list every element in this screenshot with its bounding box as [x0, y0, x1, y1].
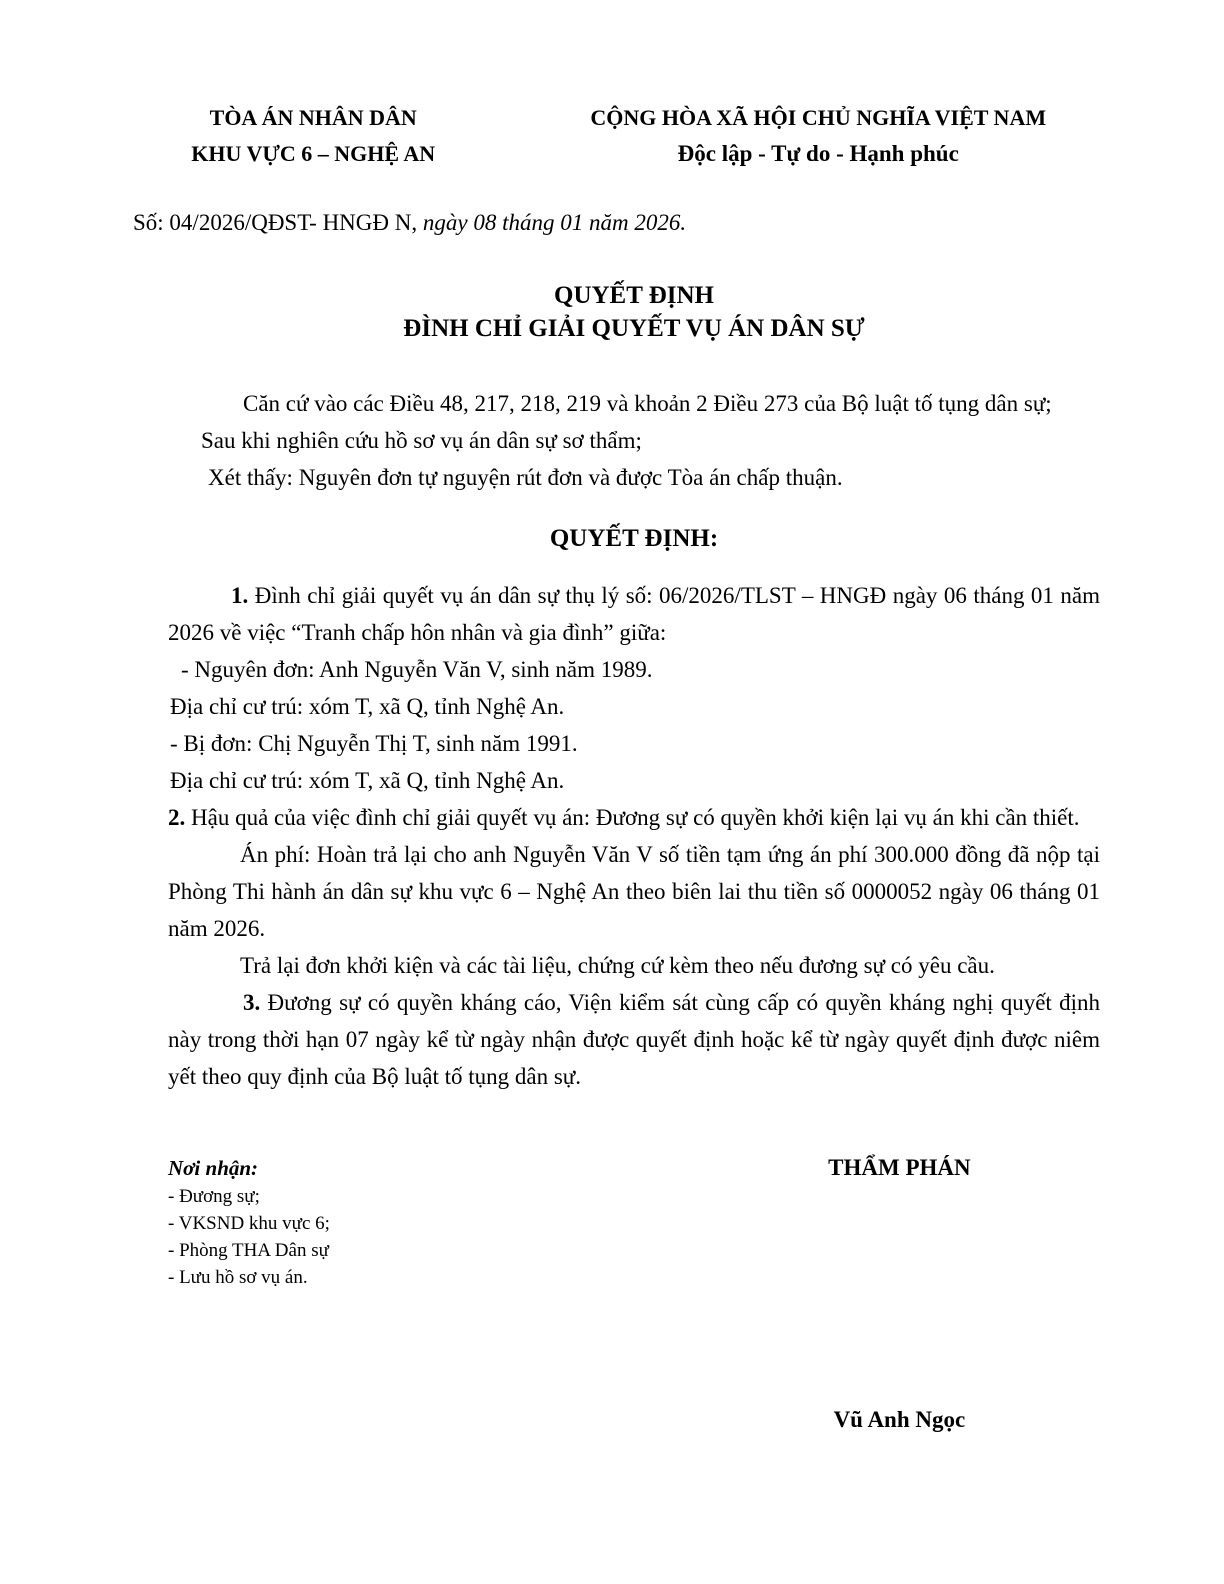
recipient-item-archive: - Lưu hồ sơ vụ án. [168, 1267, 308, 1288]
decision-heading: QUYẾT ĐỊNH: [549, 525, 719, 552]
preamble-legal-basis: Căn cứ vào các Điều 48, 217, 218, 219 và khoản 2 Điều 273 của Bộ luật tố tụng dân sự; [243, 391, 1052, 416]
preamble-finding: Xét thấy: Nguyên đơn tự nguyện rút đơn và được Tòa án chấp thuận. [208, 465, 843, 490]
recipients-label: Nơi nhận: [168, 1156, 259, 1180]
recipient-item-tha: - Phòng THA Dân sự [168, 1240, 329, 1261]
judge-title: THẨM PHÁN [828, 1155, 971, 1180]
plaintiff-address-line: Địa chỉ cư trú: xóm T, xã Q, tỉnh Nghệ An. [170, 694, 565, 719]
item-3-number: 3. [243, 990, 261, 1015]
national-title: CỘNG HÒA XÃ HỘI CHỦ NGHĨA VIỆT NAM [590, 105, 1047, 130]
recipients-block [168, 1153, 589, 1438]
national-header-block [536, 100, 1100, 172]
plaintiff-line: - Nguyên đơn: Anh Nguyễn Văn V, sinh năm 1989. [181, 657, 653, 682]
fee-paragraph: Án phí: Hoàn trả lại cho anh Nguyễn Văn V số tiền tạm ứng án phí 300.000 đồng đã nộp tại Phòng Thi hành án dân sự khu vực 6 – Nghệ An theo biên lai thu tiền số 0000052 ngày 06 tháng 01 năm 2026. [168, 842, 1100, 941]
recipient-item-vksnd: - VKSND khu vực 6; [168, 1213, 330, 1234]
document-number: Số: 04/2026/QĐST- HNGĐ N, [133, 210, 418, 235]
preamble-section [168, 385, 1100, 496]
court-name-block [138, 100, 488, 172]
decision-body [168, 577, 1100, 1095]
judge-name: Vũ Anh Ngọc [833, 1407, 966, 1432]
decision-item-1 [168, 577, 1100, 651]
document-title [168, 279, 1100, 345]
return-documents-paragraph: Trả lại đơn khởi kiện và các tài liệu, chứng cứ kèm theo nếu đương sự có yêu cầu. [240, 953, 995, 978]
item-2-number: 2. [168, 805, 186, 830]
defendant-address-line: Địa chỉ cư trú: xóm T, xã Q, tỉnh Nghệ An. [170, 768, 565, 793]
item-2-text: Hậu quả của việc đình chỉ giải quyết vụ án: Đương sự có quyền khởi kiện lại vụ án khi cần thiết. [185, 805, 1080, 830]
title-line-1: QUYẾT ĐỊNH [554, 282, 714, 309]
document-number-line [133, 204, 1100, 241]
preamble-review: Sau khi nghiên cứu hồ sơ vụ án dân sự sơ thẩm; [201, 428, 642, 453]
signature-block [699, 1153, 1100, 1438]
court-region: KHU VỰC 6 – NGHỆ AN [191, 141, 436, 166]
title-line-2: ĐÌNH CHỈ GIẢI QUYẾT VỤ ÁN DÂN SỰ [403, 315, 865, 342]
document-header [168, 100, 1100, 172]
document-date: ngày 08 tháng 01 năm 2026. [417, 210, 687, 235]
item-1-text: Đình chỉ giải quyết vụ án dân sự thụ lý số: 06/2026/TLST – HNGĐ ngày 06 tháng 01 năm 2026 về việc “Tranh chấp hôn nhân và gia đình” giữa: [168, 583, 1100, 645]
decision-item-2 [168, 799, 1100, 836]
item-3-text: Đương sự có quyền kháng cáo, Viện kiểm sát cùng cấp có quyền kháng nghị quyết định này trong thời hạn 07 ngày kể từ ngày nhận được quyết định hoặc kể từ ngày quyết định được niêm yết theo quy định của Bộ luật tố tụng dân sự. [168, 990, 1100, 1089]
document-footer [168, 1153, 1100, 1438]
recipient-item-parties: - Đương sự; [168, 1186, 260, 1207]
national-motto: Độc lập - Tự do - Hạnh phúc [677, 141, 959, 166]
item-1-number: 1. [231, 583, 249, 608]
defendant-line: - Bị đơn: Chị Nguyễn Thị T, sinh năm 1991. [170, 731, 578, 756]
court-name: TÒA ÁN NHÂN DÂN [209, 105, 417, 130]
decision-item-3 [168, 984, 1100, 1095]
